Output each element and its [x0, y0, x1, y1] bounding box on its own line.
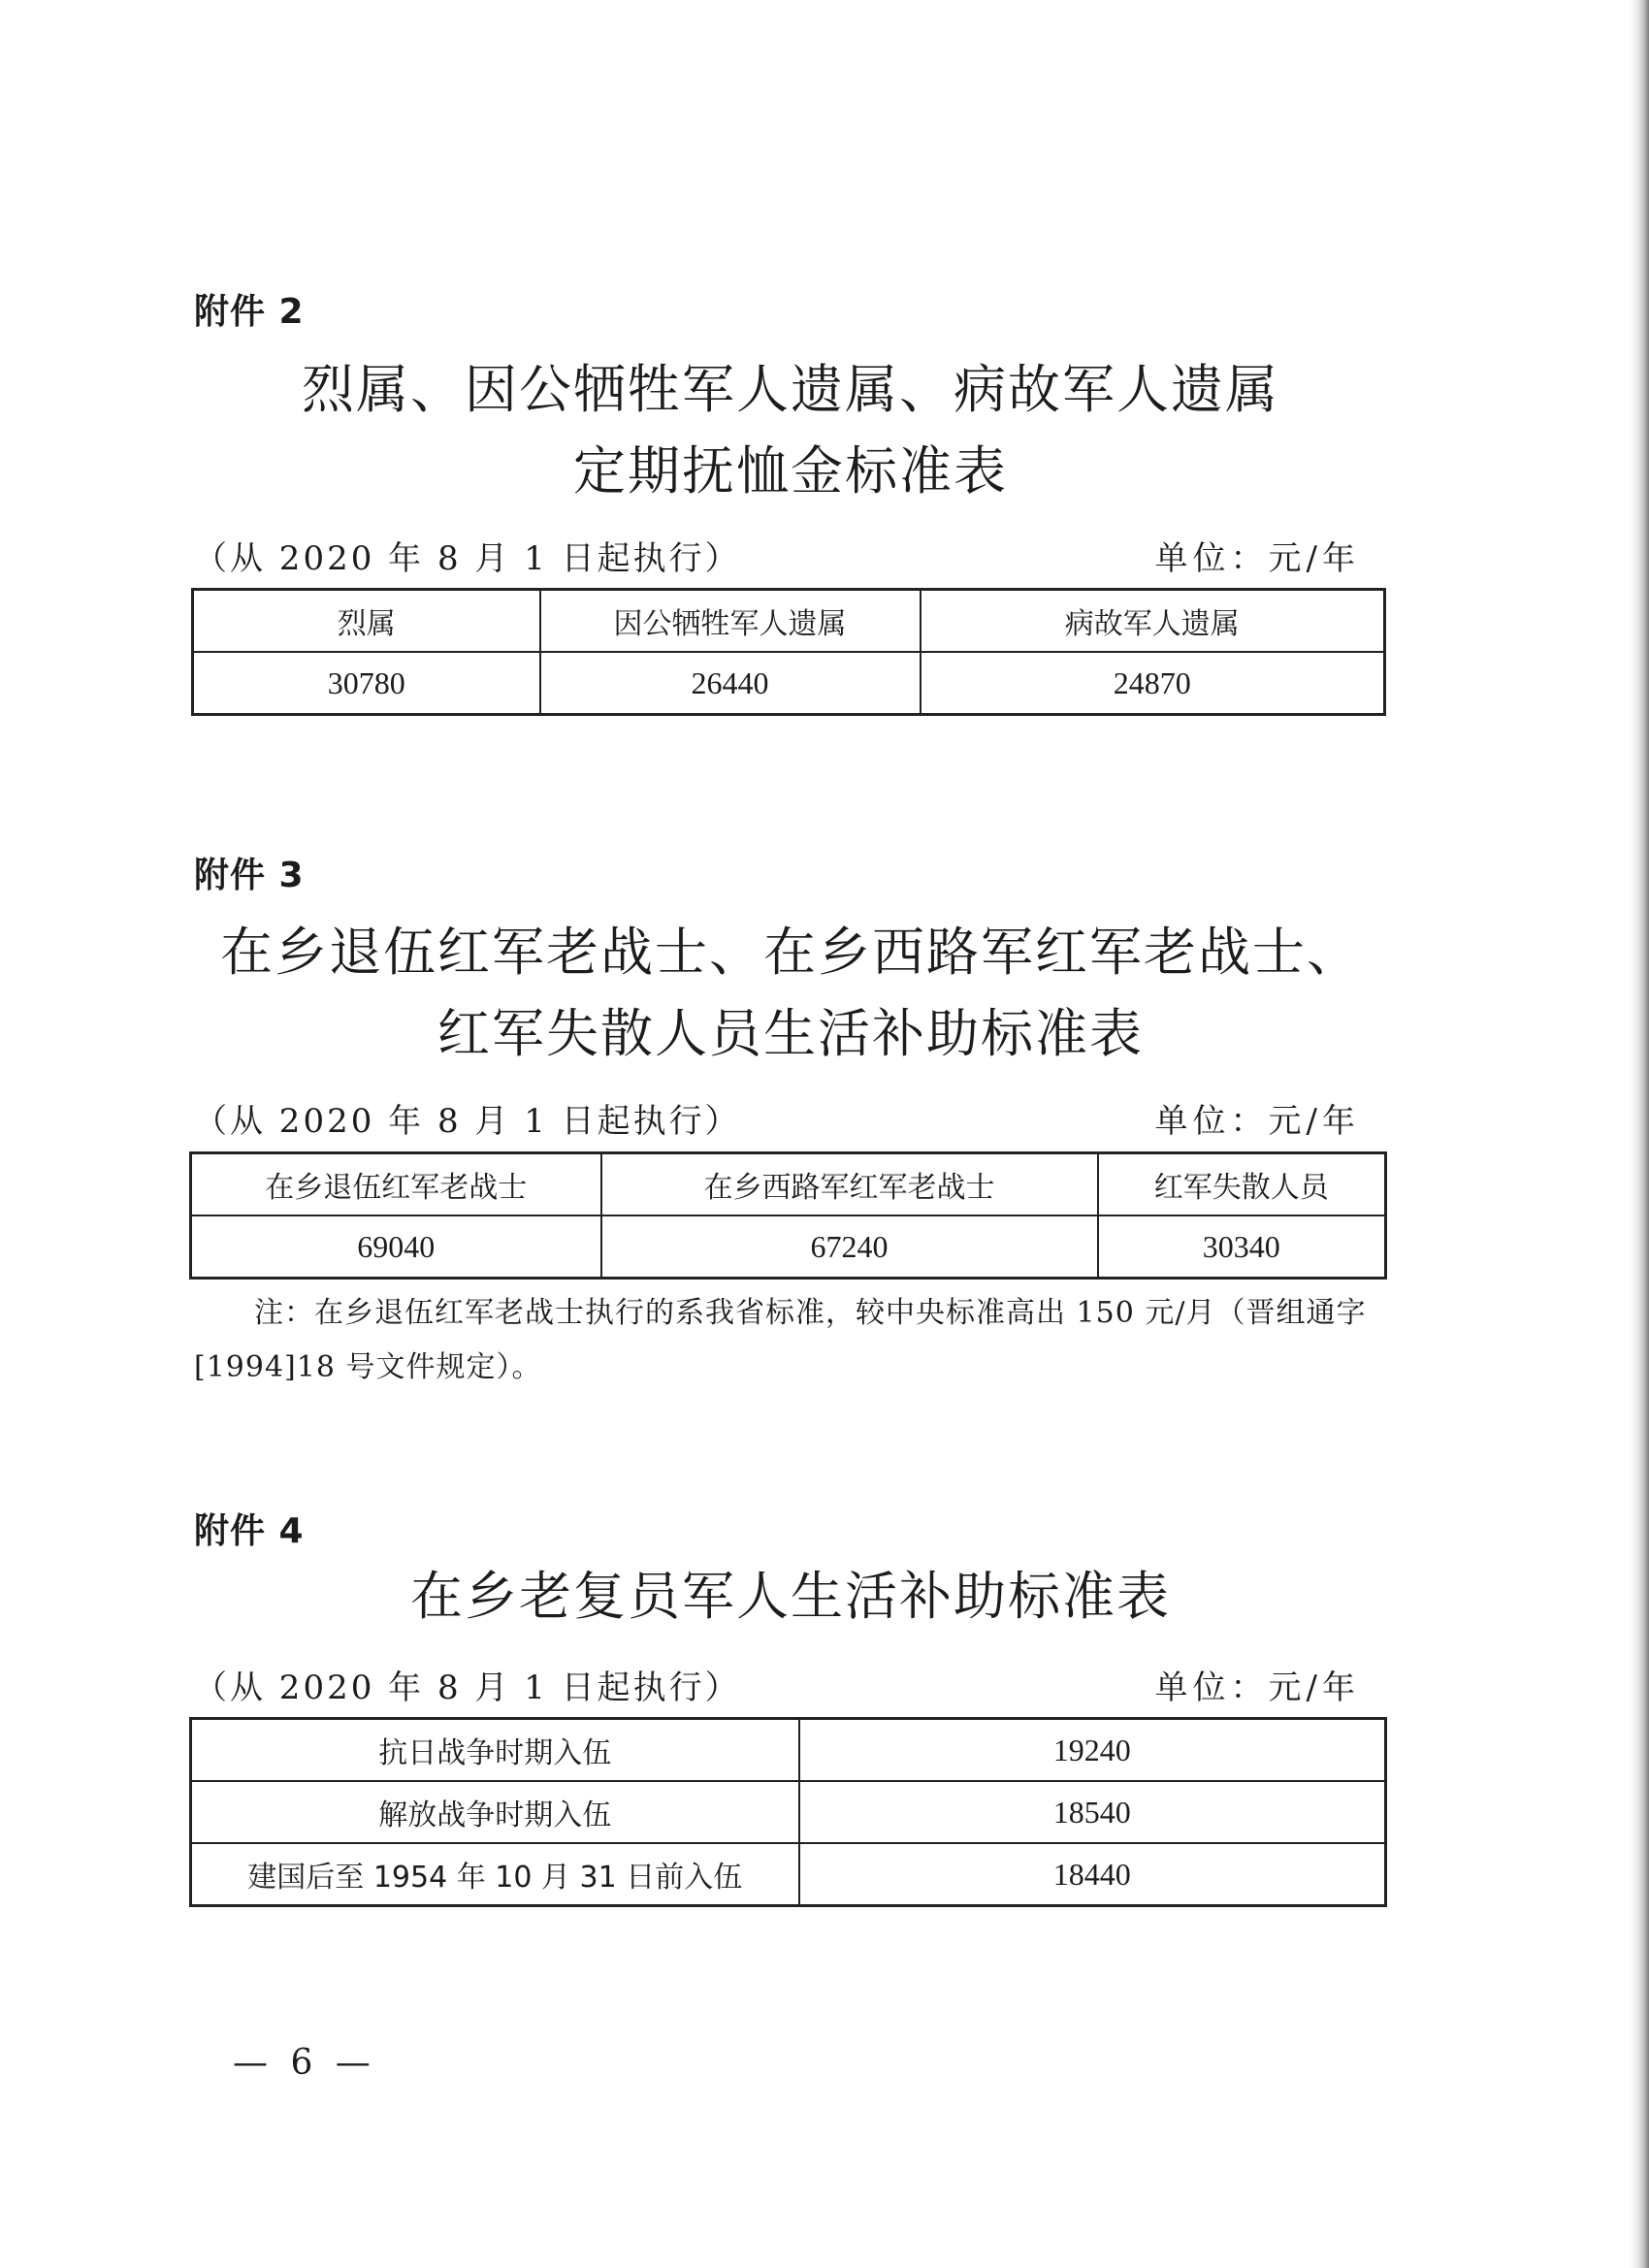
- table-cell: 67240: [601, 1215, 1098, 1279]
- table-cell: 18540: [799, 1781, 1386, 1843]
- attachment-2-table: [191, 588, 1386, 716]
- table-row: [191, 1215, 1386, 1279]
- scan-edge-shadow: [1630, 0, 1649, 2268]
- table-header-cell: 烈属: [193, 590, 540, 653]
- attachment-3-label: 附件 3: [194, 856, 305, 895]
- page-number: — 6 —: [233, 2043, 376, 2083]
- attachment-2-unit: 单位：元/年: [1154, 539, 1360, 578]
- table-row-label: 建国后至 1954 年 10 月 31 日前入伍: [191, 1843, 799, 1906]
- table-header-cell: 红军失散人员: [1098, 1153, 1386, 1216]
- attachment-3-meta: [194, 1094, 1387, 1141]
- table-row-label: 抗日战争时期入伍: [191, 1719, 799, 1782]
- attachment-3-unit: 单位：元/年: [1154, 1102, 1360, 1141]
- attachment-3-note: 注：在乡退伍红军老战士执行的系我省标准，较中央标准高出 150 元/月（晋组通字[1994]18 号文件规定）。: [194, 1296, 1367, 1384]
- table-row-label: 解放战争时期入伍: [191, 1781, 799, 1843]
- table-header-cell: 在乡退伍红军老战士: [191, 1153, 601, 1216]
- attachment-4-meta: [194, 1661, 1387, 1707]
- attachment-3-effective-date: （从 2020 年 8 月 1 日起执行）: [194, 1102, 741, 1141]
- table-row: [193, 652, 1385, 715]
- attachment-4-title-line-1: 在乡老复员军人生活补助标准表: [410, 1566, 1171, 1627]
- attachment-4-unit: 单位：元/年: [1154, 1669, 1360, 1707]
- table-row: [191, 1781, 1386, 1843]
- attachment-2-effective-date: （从 2020 年 8 月 1 日起执行）: [194, 539, 741, 578]
- table-header-row: [193, 590, 1385, 653]
- table-header-row: [191, 1153, 1386, 1216]
- attachment-4-title: [146, 1556, 1436, 1637]
- attachment-4-label: 附件 4: [194, 1511, 305, 1551]
- table-row: [191, 1843, 1386, 1906]
- table-header-cell: 因公牺牲军人遗属: [540, 590, 921, 653]
- attachment-3-title-line-1: 在乡退伍红军老战士、在乡西路军红军老战士、: [220, 922, 1361, 983]
- attachment-2-label: 附件 2: [194, 292, 305, 332]
- attachment-2-meta: [194, 532, 1387, 578]
- attachment-2-title-line-2: 定期抚恤金标准表: [573, 440, 1008, 502]
- attachment-4-table: [189, 1717, 1387, 1907]
- table-header-cell: 病故军人遗属: [921, 590, 1385, 653]
- table-cell: 19240: [799, 1719, 1386, 1782]
- table-cell: 69040: [191, 1215, 601, 1279]
- table-cell: 24870: [921, 652, 1385, 715]
- attachment-3-title-line-2: 红军失散人员生活补助标准表: [437, 1003, 1144, 1064]
- table-header-cell: 在乡西路军红军老战士: [601, 1153, 1098, 1216]
- attachment-3-title: [146, 912, 1436, 1075]
- attachment-2-title-line-1: 烈属、因公牺牲军人遗属、病故军人遗属: [302, 359, 1279, 420]
- table-cell: 26440: [540, 652, 921, 715]
- attachment-3-table: [189, 1151, 1387, 1280]
- table-cell: 18440: [799, 1843, 1386, 1906]
- attachment-2-title: [146, 349, 1436, 512]
- table-cell: 30340: [1098, 1215, 1386, 1279]
- attachment-4-effective-date: （从 2020 年 8 月 1 日起执行）: [194, 1669, 741, 1707]
- table-row: [191, 1719, 1386, 1782]
- table-cell: 30780: [193, 652, 540, 715]
